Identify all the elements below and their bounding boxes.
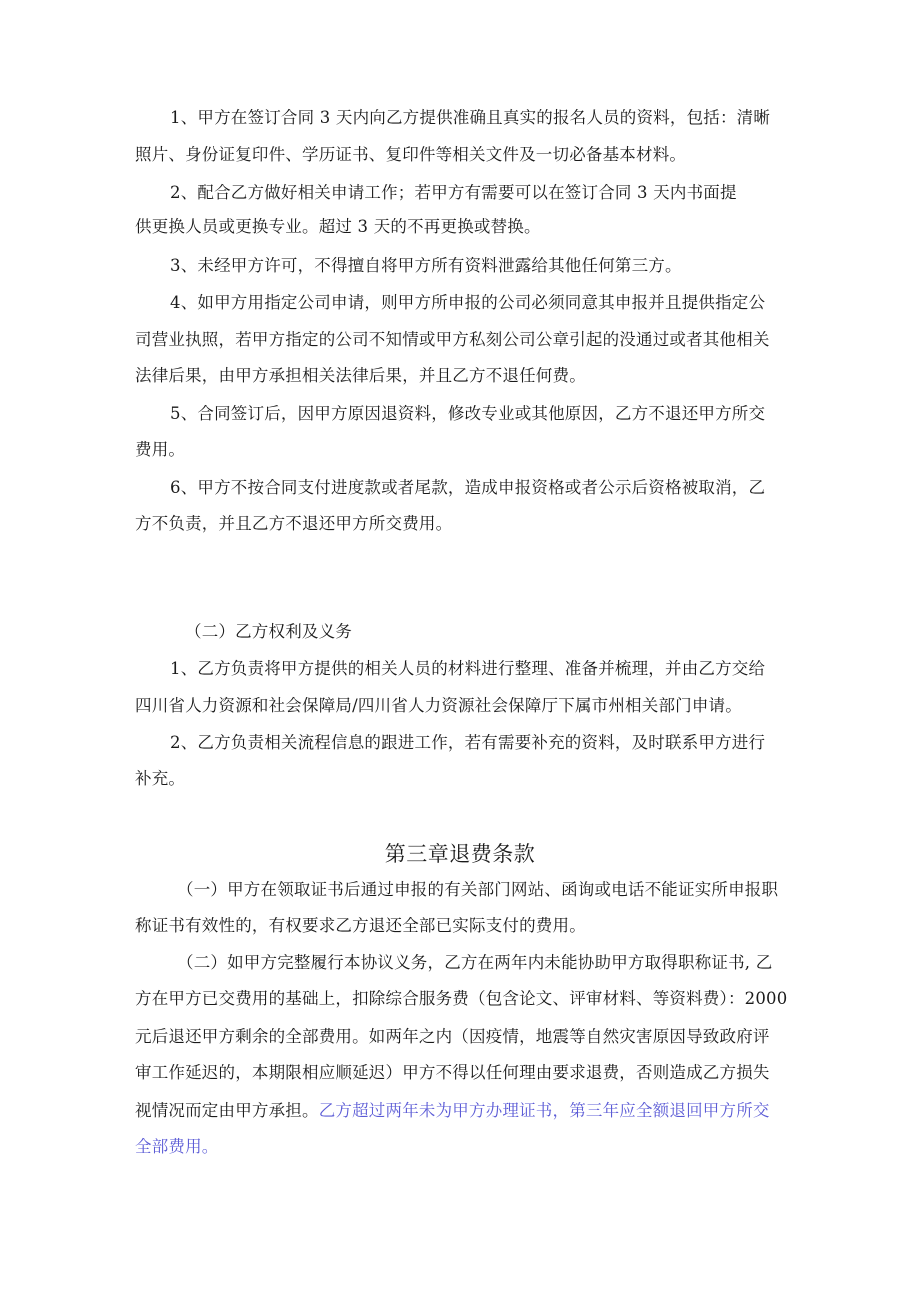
party-b-item-2-line-2: 补充。: [135, 769, 186, 788]
party-a-item-4-line-3: 法律后果，由甲方承担相关法律后果，并且乙方不退任何费。: [135, 366, 586, 385]
party-a-item-5-line-1: 5、合同签订后，因甲方原因退资料，修改专业或其他原因，乙方不退还甲方所交: [170, 404, 766, 423]
chapter-3-clause-2-line-1: （二）如甲方完整履行本协议义务，乙方在两年内未能协助甲方取得职称证书, 乙: [177, 953, 773, 972]
chapter-3-clause-1-line-2: 称证书有效性的，有权要求乙方退还全部已实际支付的费用。: [135, 916, 586, 935]
party-a-item-3-line-1: 3、未经甲方许可，不得擅自将甲方所有资料泄露给其他任何第三方。: [170, 256, 682, 275]
party-a-item-6-line-1: 6、甲方不按合同支付进度款或者尾款，造成申报资格或者公示后资格被取消，乙: [170, 478, 766, 497]
party-a-item-6-line-2: 方不负责，并且乙方不退还甲方所交费用。: [135, 514, 453, 533]
party-a-item-1-line-1: 1、甲方在签订合同 3 天内向乙方提供准确且真实的报名人员的资料，包括：清晰: [170, 108, 771, 127]
party-a-item-4-line-2: 司营业执照，若甲方指定的公司不知情或甲方私刻公司公章引起的没通过或者其他相关: [135, 330, 770, 349]
party-a-item-1-line-2: 照片、身份证复印件、学历证书、复印件等相关文件及一切必备基本材料。: [135, 145, 687, 164]
party-b-item-1-line-2: 四川省人力资源和社会保障局/四川省人力资源社会保障厅下属市州相关部门申请。: [135, 696, 742, 715]
party-a-item-4-line-1: 4、如甲方用指定公司申请，则甲方所申报的公司必须同意其申报并且提供指定公: [170, 293, 766, 312]
party-a-item-2-line-1: 2、配合乙方做好相关申请工作；若甲方有需要可以在签订合同 3 天内书面提: [170, 183, 737, 202]
party-a-item-5-line-2: 费用。: [135, 440, 186, 459]
chapter-3-clause-2-line-4: 审工作延迟的，本期限相应顺延迟）甲方不得以任何理由要求退费，否则造成乙方损失: [135, 1063, 770, 1082]
clause-2-highlighted-text: 乙方超过两年未为甲方办理证书，第三年应全额退回甲方所交: [318, 1101, 770, 1120]
party-b-item-2-line-1: 2、乙方负责相关流程信息的跟进工作，若有需要补充的资料，及时联系甲方进行: [170, 733, 766, 752]
clause-2-line-5-normal-text: 视情况而定由甲方承担。: [135, 1101, 319, 1120]
chapter-3-clause-2-line-2: 方在甲方已交费用的基础上，扣除综合服务费（包含论文、评审材料、等资料费）：2000: [135, 989, 788, 1008]
party-b-section-title: （二）乙方权利及义务: [185, 622, 352, 641]
chapter-3-title: 第三章退费条款: [384, 842, 536, 866]
chapter-3-clause-1-line-1: （一）甲方在领取证书后通过申报的有关部门网站、函询或电话不能证实所申报职: [177, 880, 779, 899]
party-b-item-1-line-1: 1、乙方负责将甲方提供的相关人员的材料进行整理、准备并梳理，并由乙方交给: [170, 659, 766, 678]
chapter-3-clause-2-line-6: 全部费用。: [135, 1137, 219, 1156]
chapter-3-clause-2-line-3: 元后退还甲方剩余的全部费用。如两年之内（因疫情，地震等自然灾害原因导致政府评: [135, 1027, 770, 1046]
party-a-item-2-line-2: 供更换人员或更换专业。超过 3 天的不再更换或替换。: [135, 217, 541, 236]
chapter-3-clause-2-line-5: [135, 1099, 785, 1123]
